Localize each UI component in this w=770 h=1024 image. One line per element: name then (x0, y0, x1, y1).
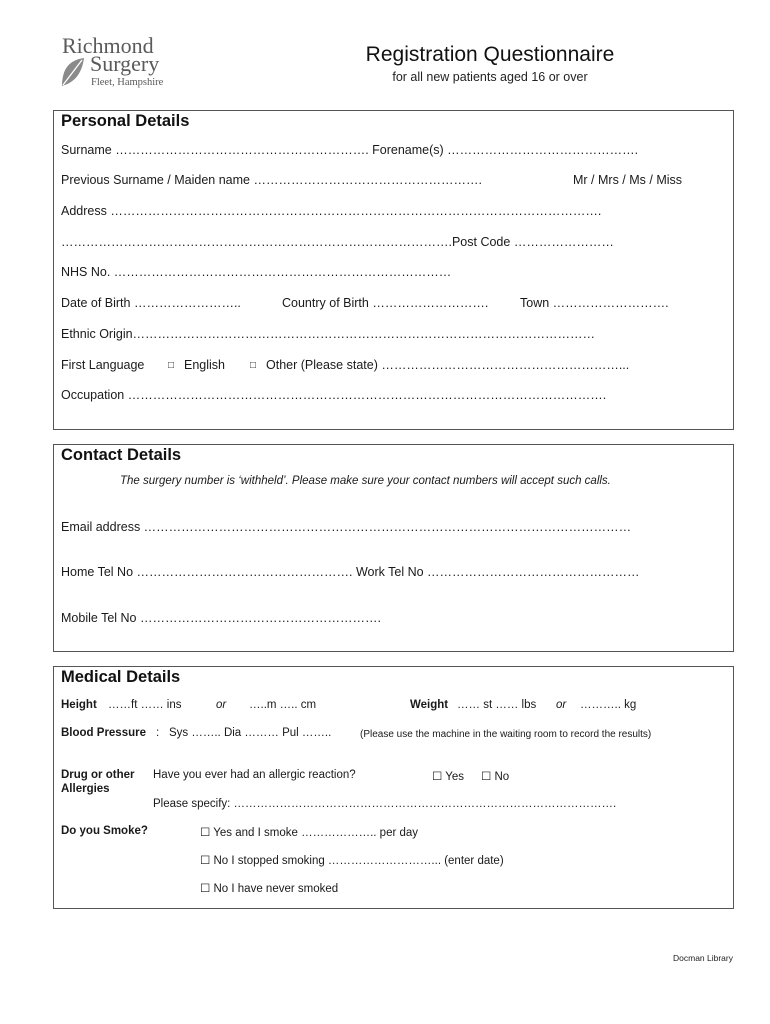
address-field[interactable]: Address ………………………………………………………………………………………………………. (61, 204, 602, 218)
leaf-icon (60, 56, 86, 88)
country-of-birth-field[interactable]: Country of Birth ………………………. (282, 296, 489, 310)
allergy-specify-field[interactable]: Please specify: ………………………………………………………………………………………. (153, 798, 617, 810)
smoke-never-option[interactable]: ☐ No I have never smoked (200, 883, 339, 895)
email-field[interactable]: Email address ……………………………………………………………………………………………………… (61, 520, 632, 534)
logo-name-line1: Richmond (62, 33, 154, 58)
personal-details-section (53, 110, 734, 430)
other-language-checkbox[interactable]: □ (250, 360, 257, 371)
blood-pressure-colon: : (156, 727, 160, 739)
nhs-number-field[interactable]: NHS No. ……………………………………………………………………… (61, 265, 452, 279)
blood-pressure-label: Blood Pressure (61, 727, 146, 739)
personal-details-heading: Personal Details (61, 112, 190, 130)
height-metric-field[interactable]: …..m ….. cm (249, 699, 317, 711)
address-postcode-field[interactable]: ………………………………………………………………………………….Post Code …………………… (61, 235, 614, 249)
medical-details-section (53, 666, 734, 909)
contact-details-section (53, 444, 734, 652)
surname-forename-field[interactable]: Surname ……………………………………………………. Forename(s) ………………………………………. (61, 143, 639, 157)
allergy-yes-checkbox[interactable]: ☐ Yes (432, 771, 465, 783)
smoke-label: Do you Smoke? (61, 825, 148, 837)
medical-details-heading: Medical Details (61, 668, 181, 686)
previous-surname-field[interactable]: Previous Surname / Maiden name ………………………………………………. (61, 173, 482, 187)
weight-imperial-field[interactable]: …… st …… lbs (457, 699, 537, 711)
blood-pressure-fields[interactable]: Sys …….. Dia ……… Pul …….. (169, 727, 332, 739)
logo-location: Fleet, Hampshire (91, 77, 164, 88)
smoke-stopped-option[interactable]: ☐ No I stopped smoking ………………………... (enter date) (200, 855, 504, 867)
english-option-label: English (184, 358, 225, 372)
allergy-no-checkbox[interactable]: ☐ No (481, 771, 510, 783)
allergies-label-line2: Allergies (61, 783, 110, 795)
english-checkbox[interactable]: □ (168, 360, 175, 371)
page-title: Registration Questionnaire (365, 43, 615, 66)
allergies-label-line1: Drug or other (61, 769, 135, 781)
date-of-birth-field[interactable]: Date of Birth …………………….. (61, 296, 241, 310)
occupation-field[interactable]: Occupation ……………………………………………………………………………………………………. (61, 388, 607, 402)
surgery-logo (58, 34, 208, 94)
footer-source-label: Docman Library (673, 953, 733, 963)
weight-or-label: or (556, 699, 567, 711)
logo-name-line2: Surgery (90, 51, 160, 76)
blood-pressure-note: (Please use the machine in the waiting room to record the results) (360, 729, 652, 740)
weight-label: Weight (410, 699, 449, 711)
withheld-number-note: The surgery number is ‘withheld’. Please make sure your contact numbers will accept such calls. (120, 475, 611, 487)
mobile-tel-field[interactable]: Mobile Tel No …………………………………………………. (61, 611, 381, 625)
contact-details-heading: Contact Details (61, 446, 182, 464)
height-imperial-field[interactable]: ……ft …… ins (108, 699, 182, 711)
height-label: Height (61, 699, 97, 711)
first-language-label: First Language (61, 358, 145, 372)
title-options[interactable]: Mr / Mrs / Ms / Miss (573, 173, 683, 187)
home-work-tel-field[interactable]: Home Tel No ……………………………………………. Work Tel No …………………………………………… (61, 565, 640, 579)
page-subtitle: for all new patients aged 16 or over (392, 70, 588, 84)
ethnic-origin-field[interactable]: Ethnic Origin………………………………………………………………………………………………… (61, 327, 596, 341)
height-or-label: or (216, 699, 227, 711)
allergy-question: Have you ever had an allergic reaction? (153, 769, 356, 781)
town-field[interactable]: Town ………………………. (520, 296, 669, 310)
other-language-field[interactable]: Other (Please state) …………………………………………………... (266, 358, 630, 372)
weight-metric-field[interactable]: ……….. kg (580, 699, 637, 711)
smoke-yes-option[interactable]: ☐ Yes and I smoke ……………….. per day (200, 827, 419, 839)
